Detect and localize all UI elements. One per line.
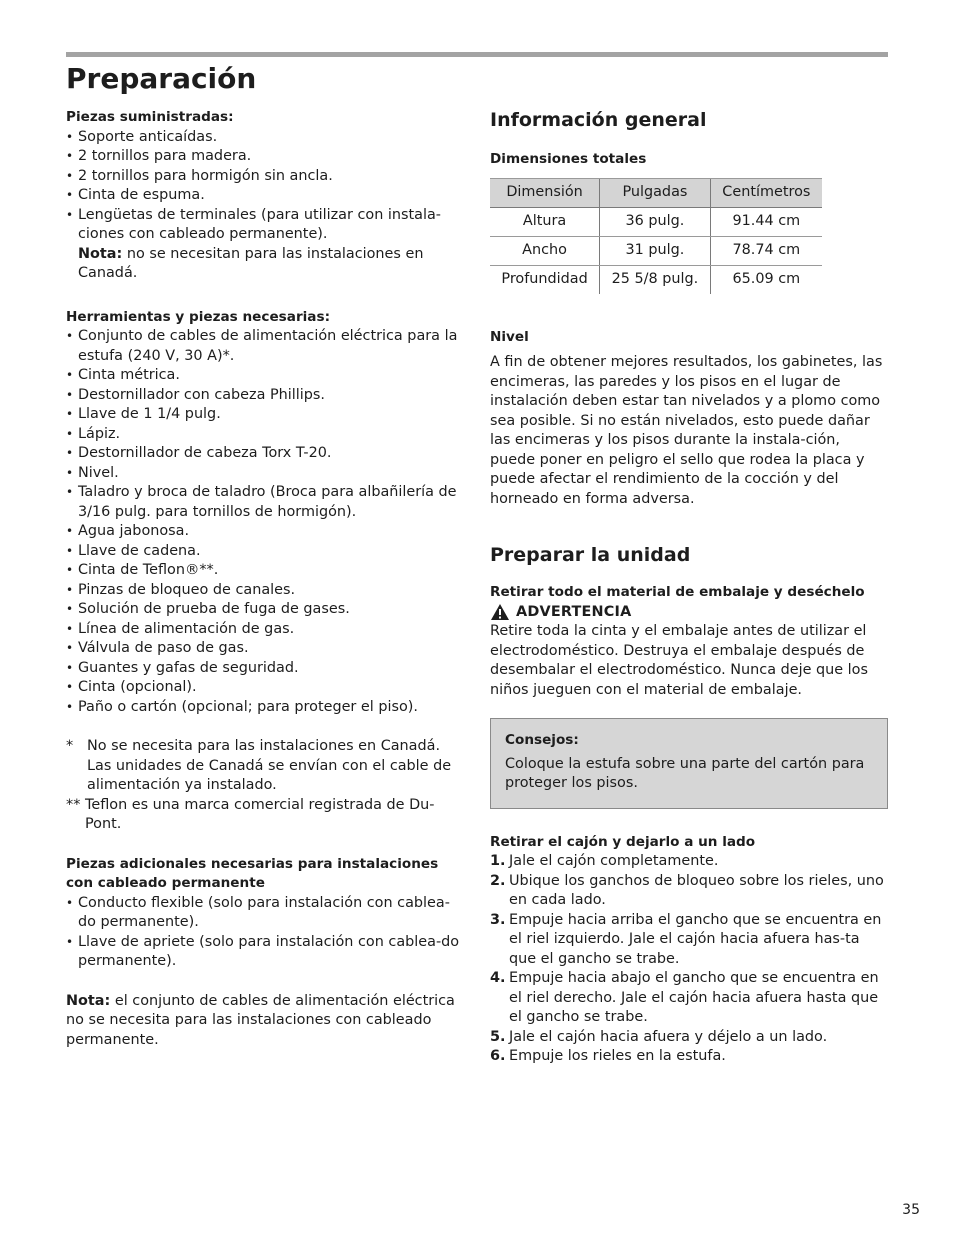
list-item: • Taladro y broca de taladro (Broca para albañilería de 3/16 pulg. para tornillos de hormigón). — [66, 483, 466, 522]
final-note — [66, 992, 466, 1051]
step-text: Empuje hacia arriba el gancho que se encuentra en el riel izquierdo. Jale el cajón hacia afuera has-ta que el gancho se trabe. — [509, 911, 882, 967]
table-header: Centímetros — [710, 178, 822, 207]
step-text: Empuje los rieles en la estufa. — [509, 1048, 726, 1064]
list-item: • Paño o cartón (opcional; para proteger el piso). — [66, 698, 466, 718]
warning-icon — [490, 603, 510, 621]
list-item — [490, 911, 888, 970]
list-item: • Cinta de espuma. — [66, 186, 466, 206]
list-item: • Destornillador de cabeza Torx T-20. — [66, 444, 466, 464]
table-row — [490, 265, 822, 294]
warning-text: Retire toda la cinta y el embalaje antes de utilizar el electrodoméstico. Destruya el embalaje después de desembalar el electrodoméstico. Nunca deje que los niños jueguen con el material de embalaje. — [490, 623, 868, 698]
table-header-row — [490, 178, 822, 207]
page-number: 35 — [902, 1202, 920, 1218]
dims-heading: Dimensiones totales — [490, 151, 647, 167]
additional-heading: Piezas adicionales necesarias para instalaciones con cableado permanente — [66, 855, 439, 891]
table-cell: Altura — [490, 207, 600, 236]
note-text: no se necesitan para las instalaciones en Canadá. — [78, 245, 424, 281]
step-number: 3. — [490, 911, 506, 928]
list-item: • Lengüetas de terminales (para utilizar con instala-ciones con cableado permanente). — [66, 206, 466, 245]
supplied-note — [66, 245, 466, 284]
tips-box — [490, 718, 888, 809]
supplied-list — [66, 128, 466, 245]
list-item — [490, 872, 888, 911]
table-cell: 78.74 cm — [710, 236, 822, 265]
list-item: • Solución de prueba de fuga de gases. — [66, 600, 466, 620]
table-cell: Profundidad — [501, 270, 588, 287]
drawer-heading: Retirar el cajón y dejarlo a un lado — [490, 833, 756, 850]
warning-heading — [490, 603, 888, 623]
list-item — [490, 852, 888, 872]
table-cell: 65.09 cm — [710, 265, 822, 294]
table-row — [490, 236, 822, 265]
note-text: el conjunto de cables de alimentación eléctrica no se necesita para las instalaciones con cableado permanente. — [66, 992, 455, 1048]
packaging-heading: Retirar todo el material de embalaje y deséchelo — [490, 584, 865, 600]
list-item: • Válvula de paso de gas. — [66, 639, 466, 659]
list-item: • Cinta métrica. — [66, 366, 466, 386]
list-item: • 2 tornillos para hormigón sin ancla. — [66, 167, 466, 187]
step-number: 5. — [490, 1028, 506, 1045]
list-item: • Destornillador con cabeza Phillips. — [66, 386, 466, 406]
footnote-text: No se necesita para las instalaciones en Canadá. Las unidades de Canadá se envían con el cable de alimentación ya instalado. — [87, 738, 452, 793]
list-item: • Pinzas de bloqueo de canales. — [66, 581, 466, 601]
table-header: Pulgadas — [600, 178, 711, 207]
list-item: • Llave de apriete (solo para instalación con cablea-do permanente). — [66, 933, 466, 972]
list-item — [490, 1028, 888, 1048]
step-number: 1. — [490, 853, 506, 869]
step-text: Empuje hacia abajo el gancho que se encuentra en el riel derecho. Jale el cajón hacia afuera hasta que el gancho se trabe. — [509, 970, 879, 1025]
step-number: 4. — [490, 970, 506, 986]
page-title: Preparación — [66, 62, 257, 95]
tools-heading: Herramientas y piezas necesarias: — [66, 308, 331, 325]
step-text: Jale el cajón hacia afuera y déjelo a un lado. — [509, 1028, 828, 1045]
table-cell: Ancho — [490, 236, 600, 265]
list-item: • Conducto flexible (solo para instalación con cablea-do permanente). — [66, 894, 466, 933]
level-heading: Nivel — [490, 328, 529, 345]
list-item: • Llave de cadena. — [66, 542, 466, 562]
step-text: Jale el cajón completamente. — [509, 853, 719, 869]
level-text: A fin de obtener mejores resultados, los gabinetes, las encimeras, las paredes y los pisos en el lugar de instalación deben estar tan nivelados y a plomo como sea posible. Si no están nivelados, esto puede dañar las encimeras y los pisos durante la instala-ción, puede poner en peligro el sello que rodea la placa y puede afectar el rendimiento de la cocción y del horneado en forma adversa. — [490, 354, 883, 507]
step-number: 2. — [490, 872, 506, 889]
warning-label: ADVERTENCIA — [516, 603, 632, 620]
tools-list — [66, 327, 466, 717]
list-item: • 2 tornillos para madera. — [66, 147, 466, 167]
table-header: Dimensión — [490, 178, 600, 207]
table-cell: 91.44 cm — [710, 207, 822, 236]
tips-text: Coloque la estufa sobre una parte del cartón para proteger los pisos. — [505, 755, 865, 791]
list-item: • Nivel. — [66, 464, 466, 484]
list-item: • Cinta (opcional). — [66, 678, 466, 698]
right-column — [490, 106, 888, 1067]
table-cell: 36 pulg. — [600, 207, 711, 236]
step-number: 6. — [490, 1048, 506, 1064]
footnote-mark: ** — [66, 796, 81, 813]
list-item: • Soporte anticaídas. — [66, 128, 466, 148]
list-item: • Conjunto de cables de alimentación eléctrica para la estufa (240 V, 30 A)*. — [66, 327, 466, 366]
list-item — [490, 969, 888, 1028]
prepare-heading: Preparar la unidad — [490, 544, 691, 566]
additional-list — [66, 894, 466, 972]
note-label: Nota: — [78, 245, 123, 262]
list-item: • Guantes y gafas de seguridad. — [66, 659, 466, 679]
footnote-2 — [66, 796, 466, 835]
drawer-steps — [490, 852, 888, 1067]
list-item: • Llave de 1 1/4 pulg. — [66, 405, 466, 425]
list-item — [490, 1047, 888, 1067]
dimensions-table — [490, 178, 822, 294]
list-item: • Agua jabonosa. — [66, 522, 466, 542]
footnote-1 — [66, 737, 466, 796]
list-item: • Línea de alimentación de gas. — [66, 620, 466, 640]
table-row — [490, 207, 822, 236]
table-cell: 25 5/8 pulg. — [600, 265, 711, 294]
note-label: Nota: — [66, 992, 111, 1009]
left-column — [66, 108, 466, 1050]
tips-heading: Consejos: — [505, 732, 579, 748]
list-item: • Lápiz. — [66, 425, 466, 445]
footnote-mark: * — [66, 738, 74, 754]
table-cell: 31 pulg. — [600, 236, 711, 265]
footnote-text: Teflon es una marca comercial registrada de Du-Pont. — [85, 796, 435, 832]
general-heading: Información general — [490, 109, 707, 131]
supplied-heading: Piezas suministradas: — [66, 109, 234, 125]
list-item: • Cinta de Teflon®**. — [66, 561, 466, 581]
header-rule — [66, 52, 888, 57]
step-text: Ubique los ganchos de bloqueo sobre los rieles, uno en cada lado. — [509, 872, 884, 908]
